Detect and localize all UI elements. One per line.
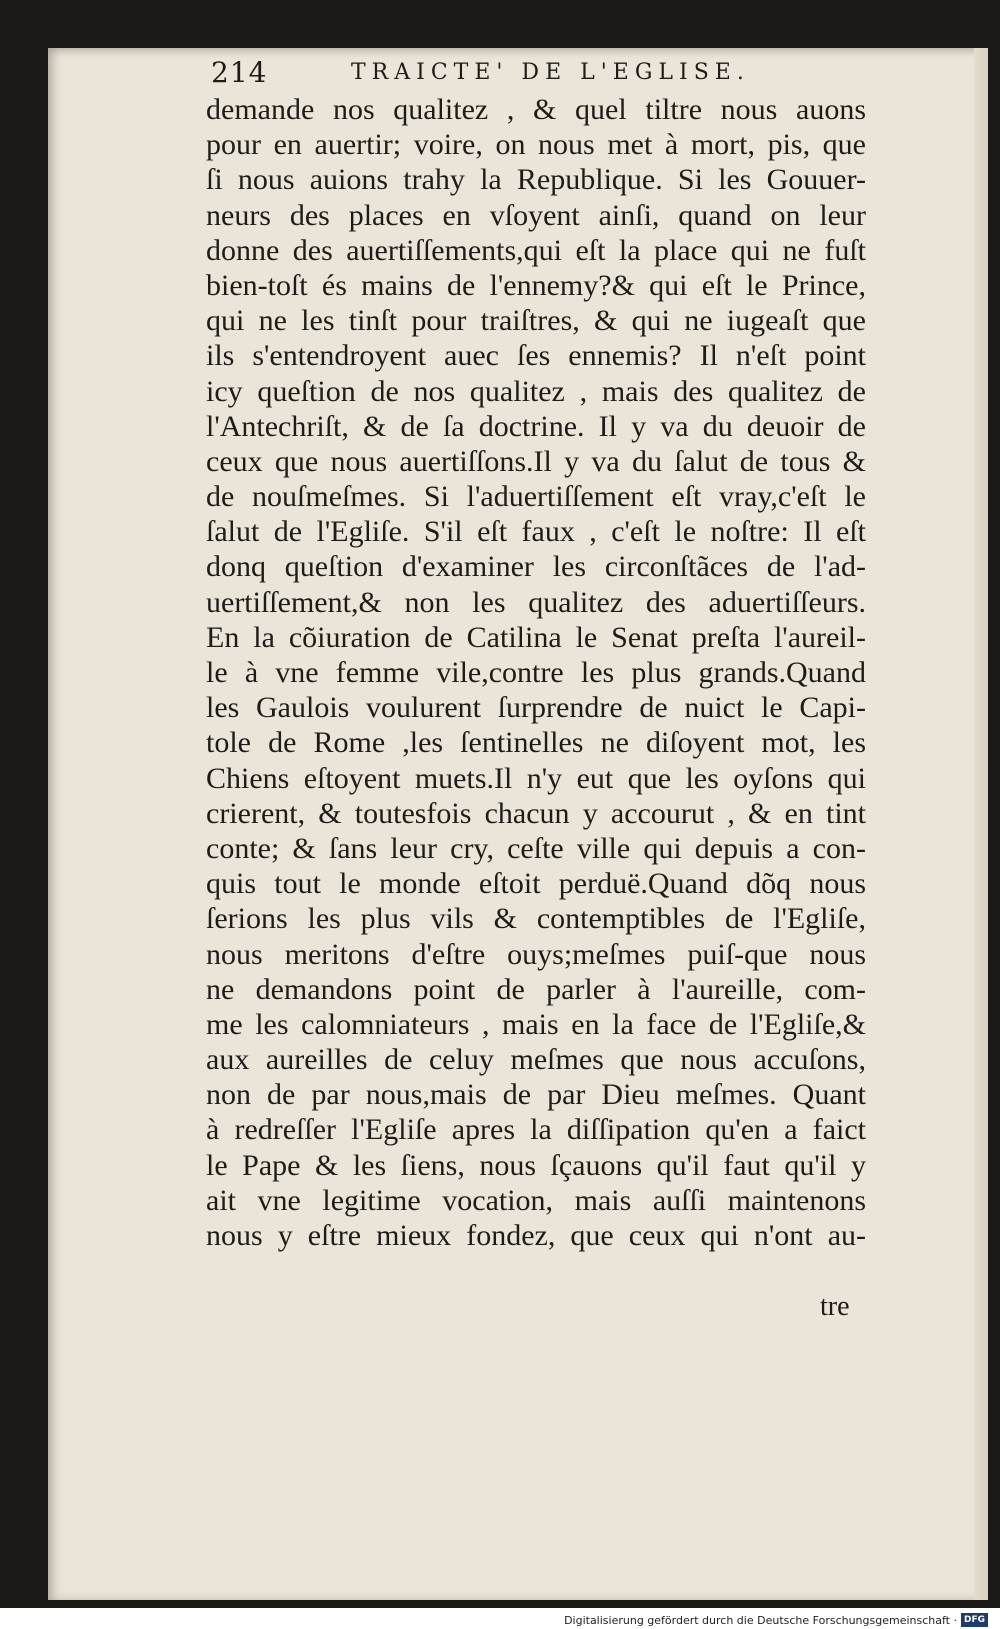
text-line: demande nos qualitez , & quel tiltre nous auons <box>206 93 866 126</box>
page-edge <box>974 48 988 1600</box>
text-line: ils s'entendroyent auec ſes ennemis? Il n'eſt point <box>206 339 866 373</box>
text-line: l'Antechriſt, & de ſa doctrine. Il y va du deuoir de <box>206 409 866 443</box>
text-line: donne des auertiſſements,qui eſt la place qui ne fuſt <box>206 233 866 267</box>
text-line: me les calomniateurs , mais en la face de l'Egliſe,& <box>206 1007 866 1041</box>
text-line: ſi nous auions trahy la Republique. Si les Gouuer- <box>206 163 866 197</box>
text-line: le Pape & les ſiens, nous ſçauons qu'il faut qu'il y <box>206 1148 866 1182</box>
digitization-credit <box>564 1613 988 1627</box>
text-line: qui ne les tinſt pour traiſtres, & qui ne iugeaſt que <box>206 304 866 338</box>
running-title: TRAICTE' DE L'EGLISE. <box>351 60 750 85</box>
text-line: non de par nous,mais de par Dieu meſmes. Quant <box>206 1078 866 1112</box>
text-line: tole de Rome ,les ſentinelles ne diſoyent mot, les <box>206 726 866 760</box>
text-line: En la cõiuration de Catilina le Senat preſta l'aureil- <box>206 620 866 654</box>
text-line: crierent, & toutesfois chacun y accourut , & en tint <box>206 796 866 830</box>
catchword: tre <box>820 1291 850 1322</box>
text-line: ſerions les plus vils & contemptibles de l'Egliſe, <box>206 902 866 936</box>
credit-text: Digitalisierung gefördert durch die Deutsche Forschungsgemeinschaft · <box>564 1613 957 1627</box>
text-line: ne demandons point de parler à l'aureille, com- <box>206 972 866 1006</box>
text-line: à redreſſer l'Egliſe apres la diſſipation qu'en a faict <box>206 1113 866 1147</box>
text-line: nous y eſtre mieux fondez, que ceux qui n'ont au- <box>206 1219 866 1252</box>
text-line: icy queſtion de nos qualitez , mais des qualitez de <box>206 374 866 408</box>
text-line: les Gaulois voulurent ſurprendre de nuict le Capi- <box>206 691 866 725</box>
text-line: quis tout le monde eſtoit perduë.Quand dõq nous <box>206 867 866 901</box>
text-line: ait vne legitime vocation, mais auſſi maintenons <box>206 1183 866 1217</box>
text-line: ceux que nous auertiſſons.Il y va du ſalut de tous & <box>206 444 866 478</box>
text-line: le à vne femme vile,contre les plus grands.Quand <box>206 656 866 689</box>
dfg-logo: DFG <box>961 1613 988 1627</box>
text-line: aux aureilles de celuy meſmes que nous accuſons, <box>206 1043 866 1077</box>
text-line: nous meritons d'eſtre ouys;meſmes puiſ-que nous <box>206 937 866 971</box>
text-line: bien-toſt és mains de l'ennemy?& qui eſt le Prince, <box>206 268 866 302</box>
body-text <box>206 92 866 1253</box>
text-line: pour en auertir; voire, on nous met à mort, pis, que <box>206 128 866 162</box>
page-header <box>211 56 771 94</box>
page-number: 214 <box>211 56 268 89</box>
text-line: Chiens eſtoyent muets.Il n'y eut que les oyſons qui <box>206 761 866 795</box>
text-line: ſalut de l'Egliſe. S'il eſt faux , c'eſt le noſtre: Il eſt <box>206 515 866 549</box>
text-line: donq queſtion d'examiner les circonſtãces de l'ad- <box>206 550 866 584</box>
text-line: neurs des places en vſoyent ainſi, quand on leur <box>206 198 866 232</box>
text-line: conte; & ſans leur cry, ceſte ville qui depuis a con- <box>206 831 866 865</box>
text-line: de nouſmeſmes. Si l'aduertiſſement eſt vray,c'eſt le <box>206 480 866 514</box>
text-line: uertiſſement,& non les qualitez des aduertiſſeurs. <box>206 585 866 619</box>
